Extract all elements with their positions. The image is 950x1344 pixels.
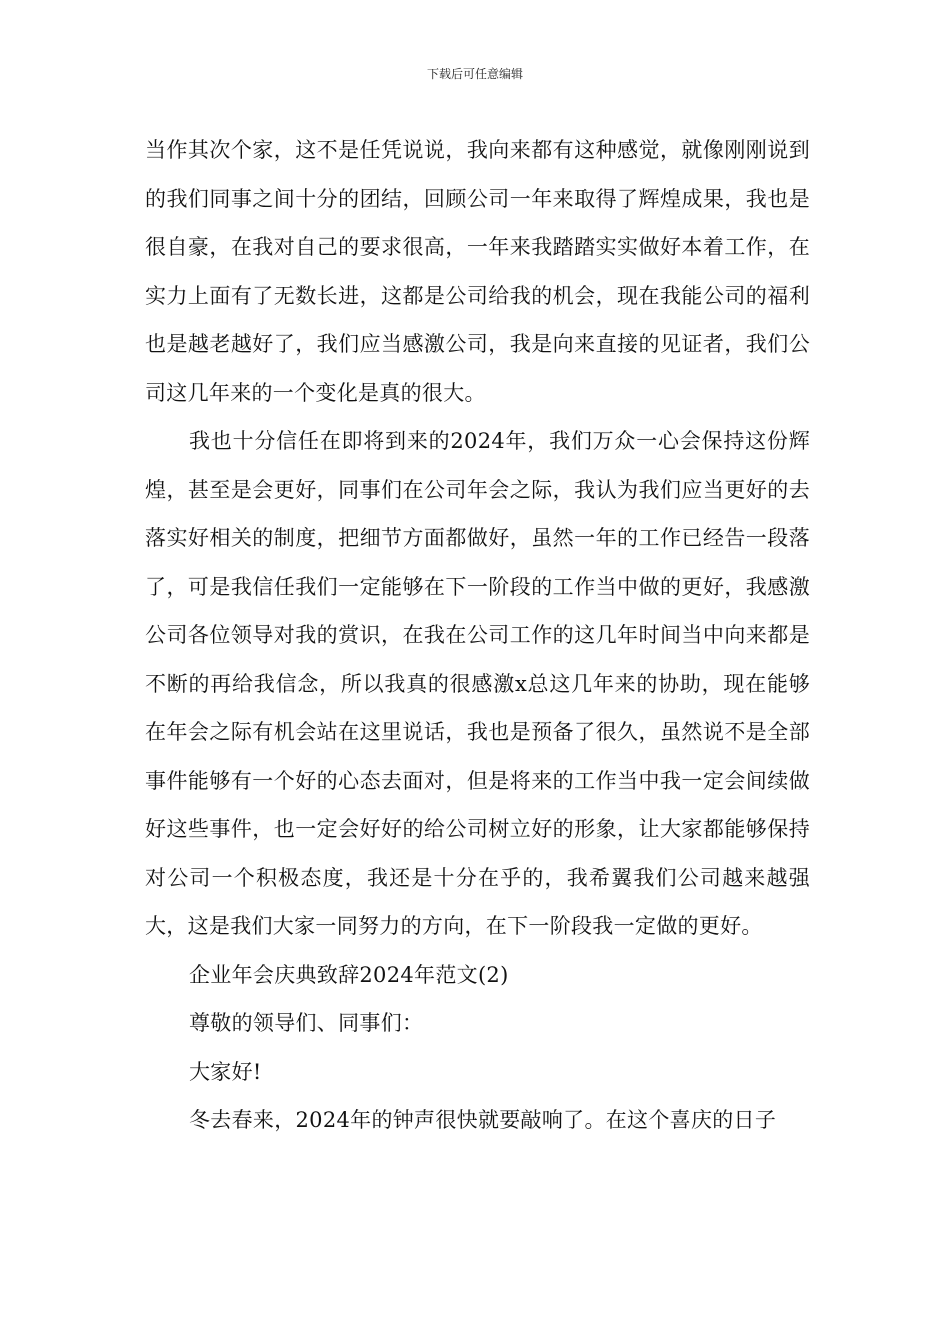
document-body <box>145 126 810 1145</box>
paragraph-future-outlook: 我也十分信任在即将到来的2024年，我们万众一心会保持这份辉煌，甚至是会更好，同事们在公司年会之际，我认为我们应当更好的去落实好相关的制度，把细节方面都做好，虽然一年的工作已经告一段落了，可是我信任我们一定能够在下一阶段的工作当中做的更好，我感激公司各位领导对我的赏识，在我在公司工作的这几年时间当中向来都是不断的再给我信念，所以我真的很感激x总这几年来的协助，现在能够在年会之际有机会站在这里说话，我也是预备了很久，虽然说不是全部事件能够有一个好的心态去面对，但是将来的工作当中我一定会间续做好这些事件，也一定会好好的给公司树立好的形象，让大家都能够保持对公司一个积极态度，我还是十分在乎的，我希翼我们公司越来越强大，这是我们大家一同努力的方向，在下一阶段我一定做的更好。 <box>145 429 810 938</box>
salutation: 尊敬的领导们、同事们： <box>189 1011 424 1035</box>
page-header-note: 下载后可任意编辑 <box>426 67 523 81</box>
paragraph-continuation: 当作其次个家，这不是任凭说说，我向来都有这种感觉，就像刚刚说到的我们同事之间十分的团结，回顾公司一年来取得了辉煌成果，我也是很自豪，在我对自己的要求很高，一年来我踏踏实实做好本着工作，在实力上面有了无数长进，这都是公司给我的机会，现在我能公司的福利也是越老越好了，我们应当感激公司，我是向来直接的见证者，我们公司这几年来的一个变化是真的很大。 <box>145 138 810 405</box>
greeting: 大家好! <box>189 1059 262 1084</box>
section-title: 企业年会庆典致辞2024年范文(2) <box>189 962 509 987</box>
paragraph-opening: 冬去春来，2024年的钟声很快就要敲响了。在这个喜庆的日子 <box>189 1108 777 1132</box>
